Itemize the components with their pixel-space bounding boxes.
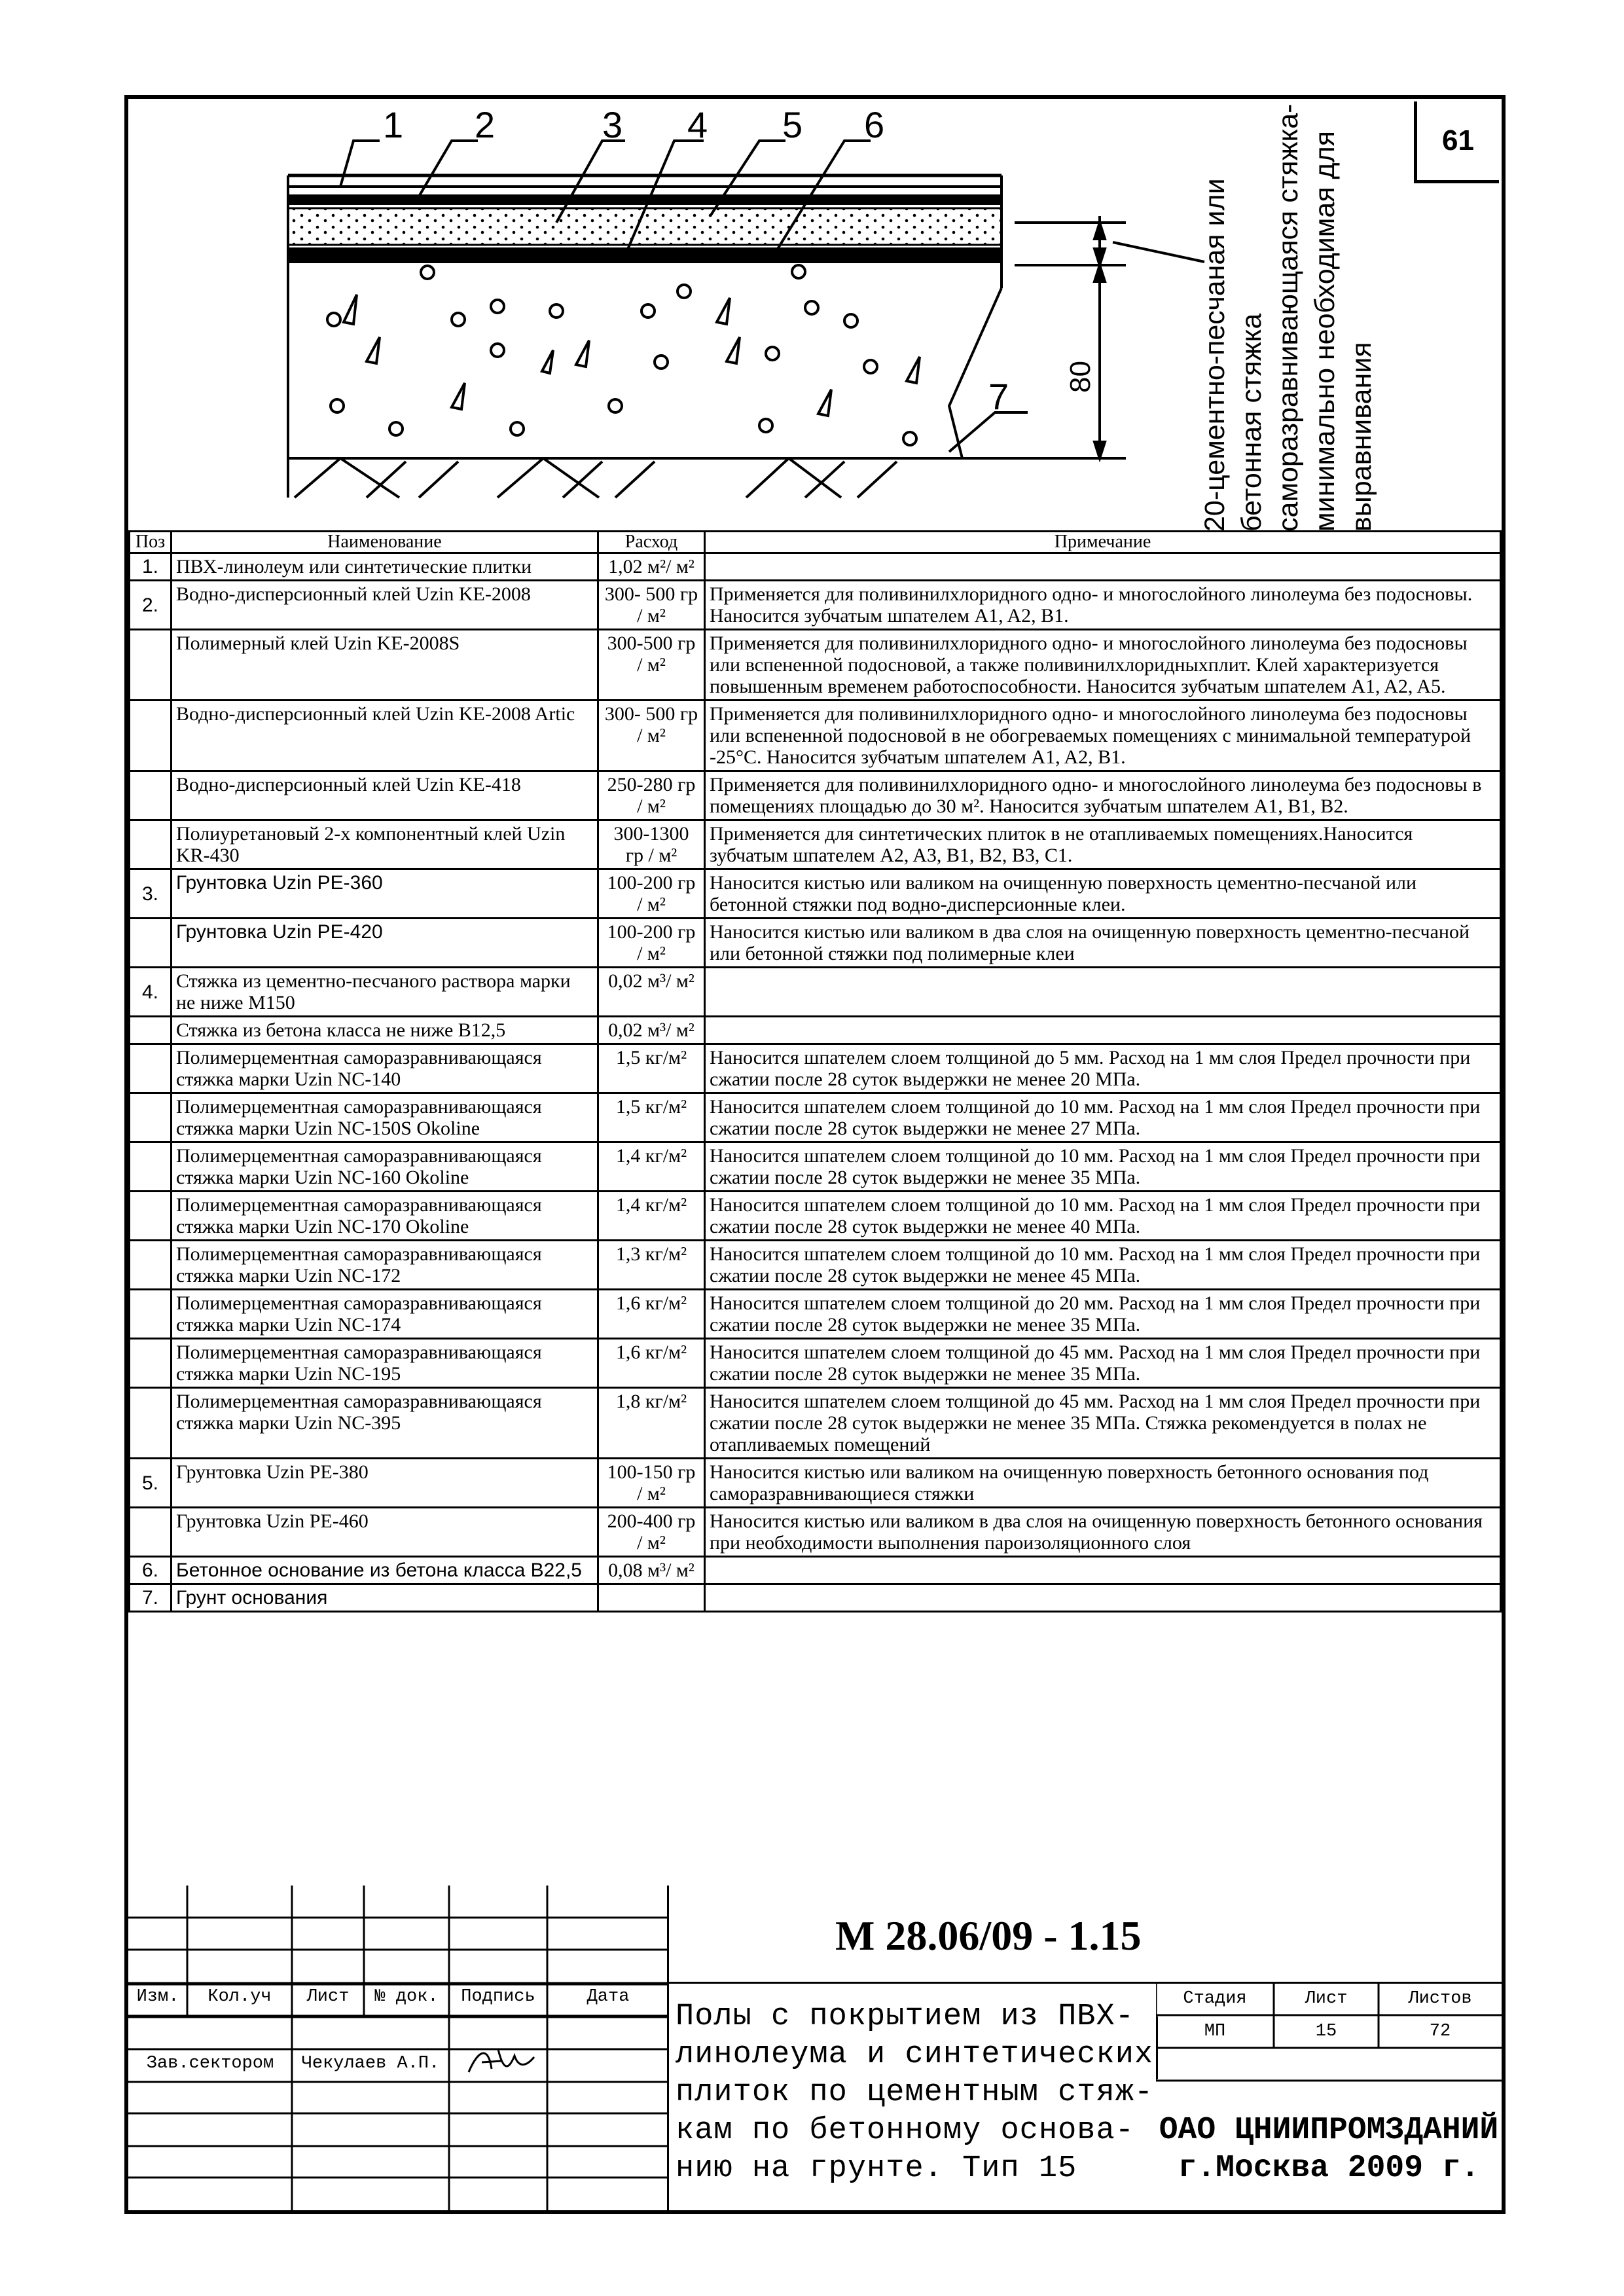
cell-rate (598, 1584, 705, 1612)
cell-name: Полимерцементная саморазравнивающаяся стяжка марки Uzin NC-150S Okoline (171, 1093, 598, 1142)
col-izm: Изм. (136, 1987, 179, 2007)
cell-pos: 1. (130, 553, 171, 581)
cell-note: Наносится кистью или валиком на очищенную поверхность цементно-песчаной или бетонной стяжки под водно-дисперсионные клеи. (705, 869, 1501, 919)
cell-note (705, 553, 1501, 581)
concrete-aggregate (327, 265, 920, 445)
sheet-number: 61 (1414, 101, 1499, 183)
cell-name: Водно-дисперсионный клей Uzin KE-418 (171, 771, 598, 820)
callout-6: 6 (864, 104, 885, 145)
header-name: Наименование (171, 532, 598, 553)
cell-pos: 4. (130, 968, 171, 1017)
cell-name: Полимерцементная саморазравнивающаяся стяжка марки Uzin NC-170 Okoline (171, 1192, 598, 1241)
cell-pos (130, 1093, 171, 1142)
table-row (130, 1459, 1501, 1508)
table-row (130, 1339, 1501, 1388)
cell-pos (130, 1017, 171, 1044)
cell-note: Наносится шпателем слоем толщиной до 5 мм. Расход на 1 мм слоя Предел прочности при сжатии после 28 суток выдержки не менее 20 МПа. (705, 1044, 1501, 1093)
cell-rate: 100-200 гр / м² (598, 919, 705, 968)
callout-5: 5 (782, 104, 803, 145)
table-row (130, 701, 1501, 771)
organization (1156, 2111, 1502, 2187)
cell-note: Наносится шпателем слоем толщиной до 45 мм. Расход на 1 мм слоя Предел прочности при сжатии после 28 суток выдержки не менее 35 МПа. Стяжка рекомендуется в полах не отапливаемых помещений (705, 1388, 1501, 1459)
table-row (130, 553, 1501, 581)
cell-note: Применяется для поливинилхлоридного одно- и многослойного линолеума без подосновы или вспененной подосновой, а также поливинилхлоридныхплит. Клей характеризуется повышенным временем работоспособности. Наносится зубчатым шпателем A1, A2, A5. (705, 630, 1501, 701)
table-row (130, 1192, 1501, 1241)
callout-3: 3 (602, 104, 623, 145)
col-list: Лист (306, 1987, 350, 2007)
title-line: нию на грунте. Тип 15 (676, 2151, 1077, 2186)
table-row (130, 1557, 1501, 1584)
cell-pos (130, 1339, 171, 1388)
cell-name: Стяжка из цементно-песчаного раствора марки не ниже М150 (171, 968, 598, 1017)
role-head-of-sector: Зав.сектором (146, 2054, 274, 2073)
cell-name: Полимерцементная саморазравнивающаяся стяжка марки Uzin NC-172 (171, 1241, 598, 1290)
table-row (130, 630, 1501, 701)
table-row (130, 1142, 1501, 1192)
cell-name: Полимерцементная саморазравнивающаяся стяжка марки Uzin NC-395 (171, 1388, 598, 1459)
cell-pos (130, 1241, 171, 1290)
callout-4: 4 (687, 104, 708, 145)
cell-note (705, 1557, 1501, 1584)
layer-lines (288, 175, 1001, 498)
table-row (130, 771, 1501, 820)
cell-note: Применяется для поливинилхлоридного одно- и многослойного линолеума без подосновы. Наносится зубчатым шпателем A1, A2, B1. (705, 581, 1501, 630)
col-date: Дата (586, 1987, 630, 2007)
header-note: Примечание (705, 532, 1501, 553)
stage-label: Стадия (1183, 1989, 1247, 2009)
cell-rate: 300- 500 гр / м² (598, 581, 705, 630)
cell-note (705, 1584, 1501, 1612)
cell-pos (130, 701, 171, 771)
cell-pos: 6. (130, 1557, 171, 1584)
cell-note: Применяется для синтетических плиток в не отапливаемых помещениях.Наносится зубчатым шпателем A2, A3, B1, B2, B3, C1. (705, 820, 1501, 869)
table-row (130, 1093, 1501, 1142)
side-note (1197, 104, 1380, 532)
cell-pos: 5. (130, 1459, 171, 1508)
city-year: г.Москва 2009 г. (1178, 2151, 1480, 2186)
stage-value: МП (1204, 2022, 1226, 2041)
cell-name: Водно-дисперсионный клей Uzin KE-2008 Artic (171, 701, 598, 771)
dimension-80: 80 (1064, 361, 1096, 393)
table-row (130, 869, 1501, 919)
cell-pos (130, 1142, 171, 1192)
cell-rate: 0,02 м³/ м² (598, 1017, 705, 1044)
side-note-line: бетонная стяжка (1236, 313, 1267, 532)
sheets-label: Листов (1408, 1989, 1472, 2009)
cell-name: Грунтовка Uzin PE-360 (171, 869, 598, 919)
title-line: кам по бетонному основа- (676, 2113, 1134, 2148)
cell-pos (130, 771, 171, 820)
callout-7: 7 (988, 376, 1009, 417)
specification-table (128, 530, 1502, 1613)
person-name: Чекулаев А.П. (301, 2054, 440, 2073)
cell-name: Грунтовка Uzin PE-420 (171, 919, 598, 968)
cell-pos (130, 630, 171, 701)
table-row (130, 1290, 1501, 1339)
cell-rate: 1,02 м²/ м² (598, 553, 705, 581)
cell-rate: 300-500 гр / м² (598, 630, 705, 701)
table-row (130, 581, 1501, 630)
cell-name: Полимерцементная саморазравнивающаяся стяжка марки Uzin NC-174 (171, 1290, 598, 1339)
cell-pos: 2. (130, 581, 171, 630)
ground-hatching (295, 458, 897, 498)
organization-name: ОАО ЦНИИПРОМЗДАНИЙ (1159, 2113, 1499, 2148)
cell-note: Наносится кистью или валиком в два слоя на очищенную поверхность бетонного основания при необходимости выполнения пароизоляционного слоя (705, 1508, 1501, 1557)
cell-name: Грунт основания (171, 1584, 598, 1612)
cell-note: Применяется для поливинилхлоридного одно- и многослойного линолеума без подосновы в помещениях площадью до 30 м². Наносится зубчатым шпателем A1, B1, B2. (705, 771, 1501, 820)
cell-name: Полиуретановый 2-х компонентный клей Uzin KR-430 (171, 820, 598, 869)
cell-rate: 0,08 м³/ м² (598, 1557, 705, 1584)
cell-name: Грунтовка Uzin PE-380 (171, 1459, 598, 1508)
col-signature: Подпись (461, 1987, 535, 2007)
table-row (130, 1584, 1501, 1612)
cell-name: Полимерцементная саморазравнивающаяся стяжка марки Uzin NC-140 (171, 1044, 598, 1093)
side-note-line: выравнивания (1346, 342, 1377, 532)
cell-name: ПВХ-линолеум или синтетические плитки (171, 553, 598, 581)
cell-name: Грунтовка Uzin PE-460 (171, 1508, 598, 1557)
cell-pos (130, 1508, 171, 1557)
sheets-value: 72 (1429, 2022, 1451, 2041)
cell-pos (130, 1192, 171, 1241)
title-line: плиток по цементным стяж- (676, 2075, 1154, 2110)
cell-pos: 3. (130, 869, 171, 919)
cell-rate: 1,5 кг/м² (598, 1044, 705, 1093)
col-doc: № док. (374, 1987, 439, 2007)
sheet-value: 15 (1315, 2022, 1337, 2041)
signature-mark (462, 2043, 541, 2082)
cell-rate: 100-200 гр / м² (598, 869, 705, 919)
title-line: Полы с покрытием из ПВХ- (676, 1999, 1134, 2034)
drawing-title (676, 1998, 1153, 2188)
callout-2: 2 (475, 104, 496, 145)
cell-rate: 1,4 кг/м² (598, 1192, 705, 1241)
cell-rate: 300-1300 гр / м² (598, 820, 705, 869)
cell-rate: 1,4 кг/м² (598, 1142, 705, 1192)
cell-name: Полимерный клей Uzin KE-2008S (171, 630, 598, 701)
cell-name: Стяжка из бетона класса не ниже В12,5 (171, 1017, 598, 1044)
cell-name: Полимерцементная саморазравнивающаяся стяжка марки Uzin NC-195 (171, 1339, 598, 1388)
cell-note: Наносится шпателем слоем толщиной до 10 мм. Расход на 1 мм слоя Предел прочности при сжатии после 28 суток выдержки не менее 27 МПа. (705, 1093, 1501, 1142)
cell-note: Наносится шпателем слоем толщиной до 10 мм. Расход на 1 мм слоя Предел прочности при сжатии после 28 суток выдержки не менее 45 МПа. (705, 1241, 1501, 1290)
table-row (130, 1017, 1501, 1044)
cell-rate: 250-280 гр / м² (598, 771, 705, 820)
document-code: М 28.06/09 - 1.15 (835, 1912, 1142, 1959)
floor-section-drawing (0, 0, 1624, 537)
cell-pos (130, 820, 171, 869)
cell-rate: 100-150 гр / м² (598, 1459, 705, 1508)
cell-note: Наносится шпателем слоем толщиной до 45 мм. Расход на 1 мм слоя Предел прочности при сжатии после 28 суток выдержки не менее 35 МПа. (705, 1339, 1501, 1388)
cell-pos: 7. (130, 1584, 171, 1612)
cell-rate: 300- 500 гр / м² (598, 701, 705, 771)
cell-pos (130, 919, 171, 968)
title-block (128, 1886, 1502, 2210)
cell-pos (130, 1290, 171, 1339)
table-row (130, 1388, 1501, 1459)
cell-pos (130, 1044, 171, 1093)
cell-note: Применяется для поливинилхлоридного одно- и многослойного линолеума без подосновы или вспененной подосновой в не обогреваемых помещениях с минимальной температурой -25°C. Наносится зубчатым шпателем A1, A2, B1. (705, 701, 1501, 771)
stamp-grid (128, 1886, 672, 2210)
cell-name: Бетонное основание из бетона класса В22,5 (171, 1557, 598, 1584)
table-row (130, 968, 1501, 1017)
sheet-label: Лист (1305, 1989, 1348, 2009)
cell-name: Полимерцементная саморазравнивающаяся стяжка марки Uzin NC-160 Okoline (171, 1142, 598, 1192)
header-pos: Поз (130, 532, 171, 553)
header-rate: Расход (598, 532, 705, 553)
cell-note: Наносится кистью или валиком на очищенную поверхность бетонного основания под саморазравнивающиеся стяжки (705, 1459, 1501, 1508)
side-note-line: минимально необходимая для (1309, 131, 1341, 532)
side-note-line: 20-цементно-песчаная или (1199, 178, 1231, 532)
table-row (130, 919, 1501, 968)
cell-rate: 200-400 гр / м² (598, 1508, 705, 1557)
cell-note (705, 968, 1501, 1017)
table-row (130, 820, 1501, 869)
cell-rate: 1,3 кг/м² (598, 1241, 705, 1290)
cell-rate: 1,5 кг/м² (598, 1093, 705, 1142)
callout-1: 1 (383, 104, 404, 145)
table-row (130, 1044, 1501, 1093)
cell-note: Наносится кистью или валиком в два слоя на очищенную поверхность цементно-песчаной или бетонной стяжки под полимерные клеи (705, 919, 1501, 968)
cell-rate: 0,02 м³/ м² (598, 968, 705, 1017)
cell-rate: 1,6 кг/м² (598, 1339, 705, 1388)
cell-rate: 1,6 кг/м² (598, 1290, 705, 1339)
cell-note: Наносится шпателем слоем толщиной до 10 мм. Расход на 1 мм слоя Предел прочности при сжатии после 28 суток выдержки не менее 35 МПа. (705, 1142, 1501, 1192)
table-row (130, 1241, 1501, 1290)
table-header-row (130, 532, 1501, 553)
cell-name: Водно-дисперсионный клей Uzin KE-2008 (171, 581, 598, 630)
side-note-line: саморазравнивающаяся стяжка- (1272, 103, 1304, 532)
cell-rate: 1,8 кг/м² (598, 1388, 705, 1459)
cell-note: Наносится шпателем слоем толщиной до 10 мм. Расход на 1 мм слоя Предел прочности при сжатии после 28 суток выдержки не менее 40 МПа. (705, 1192, 1501, 1241)
table-row (130, 1508, 1501, 1557)
table-body (130, 553, 1501, 1612)
cell-pos (130, 1388, 171, 1459)
cell-note: Наносится шпателем слоем толщиной до 20 мм. Расход на 1 мм слоя Предел прочности при сжатии после 28 суток выдержки не менее 35 МПа. (705, 1290, 1501, 1339)
cell-note (705, 1017, 1501, 1044)
col-kol-uch: Кол.уч (208, 1987, 272, 2007)
title-line: линолеума и синтетических (676, 2037, 1154, 2072)
